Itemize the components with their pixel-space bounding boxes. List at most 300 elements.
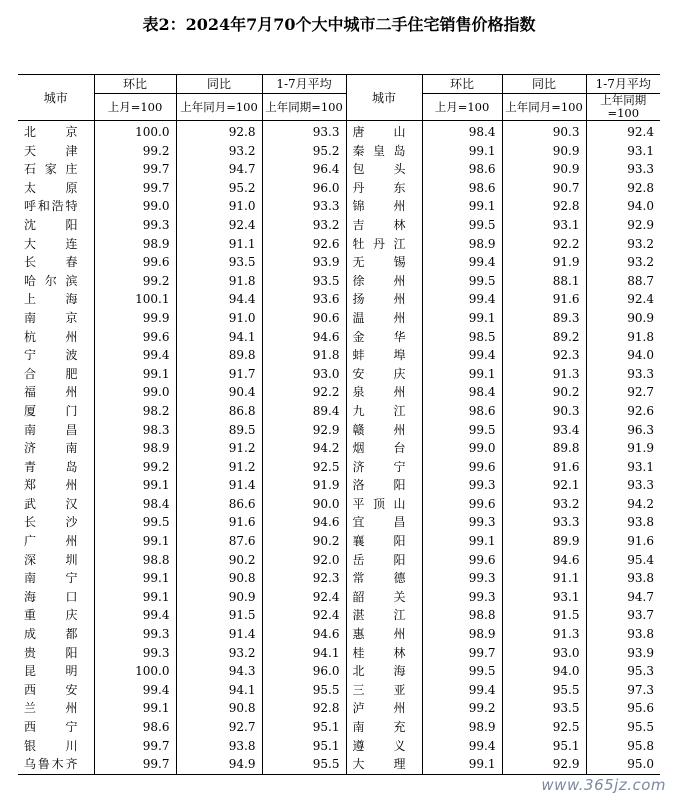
left-avg-value: 96.0 (262, 179, 346, 198)
right-avg-value: 93.9 (586, 644, 660, 663)
left-yoy-value: 91.7 (176, 365, 262, 384)
right-mom-value: 98.6 (422, 179, 502, 198)
left-avg-value: 95.5 (262, 681, 346, 700)
left-avg-value: 92.4 (262, 606, 346, 625)
left-city-name: 长春 (24, 255, 78, 270)
right-mom-value: 99.4 (422, 346, 502, 365)
table-row (18, 588, 660, 607)
avg-base-header-right: 上年同期=100 (586, 94, 660, 121)
left-mom-value: 99.4 (94, 681, 176, 700)
left-mom-value: 99.9 (94, 309, 176, 328)
right-avg-value: 93.3 (586, 160, 660, 179)
left-avg-value: 92.9 (262, 421, 346, 440)
left-mom-value: 99.7 (94, 755, 176, 774)
left-avg-value: 93.9 (262, 253, 346, 272)
left-city-name: 海口 (24, 589, 78, 604)
left-avg-value: 94.2 (262, 439, 346, 458)
left-city-name: 石家庄 (24, 162, 78, 177)
table-row (18, 253, 660, 272)
left-avg-value: 92.0 (262, 551, 346, 570)
right-yoy-value: 90.3 (502, 121, 586, 142)
left-mom-value: 99.0 (94, 383, 176, 402)
left-yoy-value: 86.6 (176, 495, 262, 514)
right-mom-value: 98.9 (422, 718, 502, 737)
left-city-name: 呼和浩特 (24, 199, 78, 214)
left-yoy-value: 94.7 (176, 160, 262, 179)
right-yoy-value: 90.7 (502, 179, 586, 198)
left-yoy-value: 90.8 (176, 699, 262, 718)
left-city-name: 杭州 (24, 329, 78, 344)
table-row (18, 272, 660, 291)
right-city-name: 九江 (346, 402, 422, 421)
left-yoy-value: 90.2 (176, 551, 262, 570)
left-avg-value: 92.2 (262, 383, 346, 402)
right-city-name: 岳阳 (346, 551, 422, 570)
right-yoy-value: 93.5 (502, 699, 586, 718)
table-row (18, 755, 660, 774)
left-city-name: 郑州 (24, 478, 78, 493)
left-avg-value: 95.2 (262, 142, 346, 161)
right-yoy-value: 92.2 (502, 235, 586, 254)
left-yoy-value: 93.8 (176, 737, 262, 756)
left-yoy-value: 93.2 (176, 644, 262, 663)
right-mom-value: 98.4 (422, 121, 502, 142)
left-avg-value: 92.3 (262, 569, 346, 588)
left-mom-value: 99.1 (94, 588, 176, 607)
left-city-name: 广州 (24, 534, 78, 549)
left-city-name: 深圳 (24, 552, 78, 567)
left-avg-value: 92.6 (262, 235, 346, 254)
table-row (18, 606, 660, 625)
right-city-name: 金华 (346, 328, 422, 347)
right-yoy-value: 92.1 (502, 476, 586, 495)
left-yoy-value: 87.6 (176, 532, 262, 551)
table-row (18, 662, 660, 681)
right-city-name: 遵义 (346, 737, 422, 756)
left-avg-value: 93.3 (262, 197, 346, 216)
left-mom-value: 100.0 (94, 662, 176, 681)
left-city-name: 宁波 (24, 348, 78, 363)
right-avg-value: 93.1 (586, 142, 660, 161)
table-row (18, 160, 660, 179)
city-column-header: 城市 (18, 75, 94, 121)
right-mom-value: 99.3 (422, 569, 502, 588)
yoy-base-header: 上年同月=100 (176, 94, 262, 121)
right-avg-value: 92.8 (586, 179, 660, 198)
left-avg-value: 93.2 (262, 216, 346, 235)
left-yoy-value: 90.9 (176, 588, 262, 607)
right-avg-value: 93.3 (586, 365, 660, 384)
left-mom-value: 99.0 (94, 197, 176, 216)
left-avg-value: 93.6 (262, 290, 346, 309)
watermark: www.365jz.com (541, 776, 666, 794)
left-city-name: 上海 (24, 292, 78, 307)
right-avg-value: 91.6 (586, 532, 660, 551)
left-avg-value: 92.8 (262, 699, 346, 718)
left-city-name: 厦门 (24, 403, 78, 418)
left-city-name: 重庆 (24, 608, 78, 623)
right-yoy-value: 92.8 (502, 197, 586, 216)
left-yoy-value: 91.2 (176, 458, 262, 477)
right-mom-value: 98.9 (422, 625, 502, 644)
left-city-name: 长沙 (24, 515, 78, 530)
right-yoy-value: 89.9 (502, 532, 586, 551)
left-yoy-value: 95.2 (176, 179, 262, 198)
city-column-header-right: 城市 (346, 75, 422, 121)
right-avg-value: 96.3 (586, 421, 660, 440)
right-avg-value: 95.3 (586, 662, 660, 681)
right-avg-value: 93.1 (586, 458, 660, 477)
right-yoy-value: 91.6 (502, 290, 586, 309)
header-row-2 (18, 94, 660, 121)
right-avg-value: 93.2 (586, 235, 660, 254)
left-mom-value: 99.1 (94, 532, 176, 551)
right-mom-value: 98.9 (422, 235, 502, 254)
right-city-name: 韶关 (346, 588, 422, 607)
left-city-name: 合肥 (24, 366, 78, 381)
left-mom-value: 99.1 (94, 365, 176, 384)
left-yoy-value: 89.5 (176, 421, 262, 440)
left-avg-value: 94.6 (262, 625, 346, 644)
right-city-name: 温州 (346, 309, 422, 328)
right-yoy-value: 91.1 (502, 569, 586, 588)
table-row (18, 216, 660, 235)
right-city-name: 洛阳 (346, 476, 422, 495)
left-mom-value: 98.4 (94, 495, 176, 514)
right-city-name: 唐山 (346, 121, 422, 142)
left-avg-value: 91.9 (262, 476, 346, 495)
right-avg-value: 91.8 (586, 328, 660, 347)
right-mom-value: 98.4 (422, 383, 502, 402)
table-row (18, 142, 660, 161)
left-mom-value: 99.3 (94, 625, 176, 644)
right-avg-value: 97.3 (586, 681, 660, 700)
table-row (18, 532, 660, 551)
left-city-name: 济南 (24, 441, 78, 456)
right-mom-value: 99.7 (422, 644, 502, 663)
right-yoy-value: 88.1 (502, 272, 586, 291)
left-yoy-value: 86.8 (176, 402, 262, 421)
left-mom-value: 98.8 (94, 551, 176, 570)
left-city-name: 福州 (24, 385, 78, 400)
table-row (18, 383, 660, 402)
table-row (18, 625, 660, 644)
right-city-name: 丹东 (346, 179, 422, 198)
price-index-table (18, 74, 660, 775)
left-mom-value: 99.4 (94, 346, 176, 365)
table-row (18, 513, 660, 532)
table-row (18, 346, 660, 365)
left-yoy-value: 94.4 (176, 290, 262, 309)
right-city-name: 吉林 (346, 216, 422, 235)
table-title: 表2：2024年7月70个大中城市二手住宅销售价格指数 (142, 15, 536, 34)
left-yoy-value: 93.2 (176, 142, 262, 161)
right-mom-value: 98.8 (422, 606, 502, 625)
mom-header-right: 环比 (422, 75, 502, 94)
left-yoy-value: 92.7 (176, 718, 262, 737)
right-yoy-value: 91.3 (502, 625, 586, 644)
right-yoy-value: 92.3 (502, 346, 586, 365)
right-yoy-value: 95.1 (502, 737, 586, 756)
right-avg-value: 92.6 (586, 402, 660, 421)
table-row (18, 402, 660, 421)
left-city-name: 太原 (24, 180, 78, 195)
right-avg-value: 93.8 (586, 513, 660, 532)
right-city-name: 锦州 (346, 197, 422, 216)
left-avg-value: 93.3 (262, 121, 346, 142)
right-mom-value: 99.1 (422, 197, 502, 216)
right-yoy-value: 93.2 (502, 495, 586, 514)
left-mom-value: 99.1 (94, 569, 176, 588)
right-city-name: 宜昌 (346, 513, 422, 532)
left-yoy-value: 91.6 (176, 513, 262, 532)
left-city-name: 沈阳 (24, 217, 78, 232)
right-mom-value: 98.5 (422, 328, 502, 347)
right-yoy-value: 89.8 (502, 439, 586, 458)
left-avg-value: 94.6 (262, 513, 346, 532)
left-mom-value: 99.5 (94, 513, 176, 532)
right-yoy-value: 90.3 (502, 402, 586, 421)
right-mom-value: 99.2 (422, 699, 502, 718)
right-avg-value: 95.0 (586, 755, 660, 774)
right-yoy-value: 92.9 (502, 755, 586, 774)
right-city-name: 惠州 (346, 625, 422, 644)
mom-header: 环比 (94, 75, 176, 94)
left-city-name: 兰州 (24, 701, 78, 716)
left-avg-value: 90.2 (262, 532, 346, 551)
left-yoy-value: 91.5 (176, 606, 262, 625)
right-avg-value: 95.4 (586, 551, 660, 570)
left-yoy-value: 91.8 (176, 272, 262, 291)
right-city-name: 扬州 (346, 290, 422, 309)
table-row (18, 179, 660, 198)
left-mom-value: 99.3 (94, 644, 176, 663)
left-mom-value: 100.1 (94, 290, 176, 309)
left-mom-value: 99.6 (94, 253, 176, 272)
table-row (18, 121, 660, 142)
left-yoy-value: 91.4 (176, 625, 262, 644)
right-yoy-value: 94.0 (502, 662, 586, 681)
left-mom-value: 99.4 (94, 606, 176, 625)
right-yoy-value: 91.9 (502, 253, 586, 272)
right-city-name: 湛江 (346, 606, 422, 625)
left-mom-value: 98.9 (94, 235, 176, 254)
right-yoy-value: 91.5 (502, 606, 586, 625)
left-avg-value: 95.1 (262, 737, 346, 756)
right-city-name: 北海 (346, 662, 422, 681)
left-yoy-value: 92.8 (176, 121, 262, 142)
left-yoy-value: 91.4 (176, 476, 262, 495)
left-avg-value: 90.6 (262, 309, 346, 328)
right-mom-value: 99.4 (422, 290, 502, 309)
left-yoy-value: 94.3 (176, 662, 262, 681)
left-city-name: 昆明 (24, 664, 78, 679)
right-yoy-value: 92.5 (502, 718, 586, 737)
table-row (18, 644, 660, 663)
left-mom-value: 99.1 (94, 699, 176, 718)
right-mom-value: 99.1 (422, 142, 502, 161)
right-avg-value: 88.7 (586, 272, 660, 291)
table-row (18, 197, 660, 216)
right-avg-value: 92.7 (586, 383, 660, 402)
right-avg-value: 95.5 (586, 718, 660, 737)
right-avg-value: 94.0 (586, 197, 660, 216)
right-mom-value: 99.1 (422, 309, 502, 328)
left-avg-value: 92.4 (262, 588, 346, 607)
left-city-name: 青岛 (24, 459, 78, 474)
table-row (18, 235, 660, 254)
right-yoy-value: 90.9 (502, 160, 586, 179)
right-mom-value: 99.5 (422, 662, 502, 681)
right-city-name: 平顶山 (346, 495, 422, 514)
right-yoy-value: 93.1 (502, 216, 586, 235)
right-city-name: 秦皇岛 (346, 142, 422, 161)
left-yoy-value: 94.9 (176, 755, 262, 774)
right-yoy-value: 95.5 (502, 681, 586, 700)
right-mom-value: 99.4 (422, 253, 502, 272)
left-mom-value: 98.2 (94, 402, 176, 421)
left-city-name: 南昌 (24, 422, 78, 437)
right-avg-value: 92.9 (586, 216, 660, 235)
left-mom-value: 99.7 (94, 160, 176, 179)
right-city-name: 牡丹江 (346, 235, 422, 254)
right-mom-value: 98.6 (422, 160, 502, 179)
right-yoy-value: 93.1 (502, 588, 586, 607)
avg-base-header: 上年同期=100 (262, 94, 346, 121)
right-avg-value: 93.3 (586, 476, 660, 495)
right-city-name: 泉州 (346, 383, 422, 402)
left-mom-value: 99.2 (94, 142, 176, 161)
left-yoy-value: 91.1 (176, 235, 262, 254)
table-row (18, 365, 660, 384)
left-city-name: 北京 (24, 125, 78, 139)
table-row (18, 718, 660, 737)
right-city-name: 烟台 (346, 439, 422, 458)
left-city-name: 武汉 (24, 496, 78, 511)
left-yoy-value: 94.1 (176, 328, 262, 347)
left-city-name: 天津 (24, 143, 78, 158)
left-avg-value: 93.5 (262, 272, 346, 291)
left-avg-value: 96.0 (262, 662, 346, 681)
table-row (18, 439, 660, 458)
right-city-name: 徐州 (346, 272, 422, 291)
right-avg-value: 90.9 (586, 309, 660, 328)
right-mom-value: 99.4 (422, 737, 502, 756)
left-avg-value: 92.5 (262, 458, 346, 477)
left-avg-value: 94.6 (262, 328, 346, 347)
right-mom-value: 99.4 (422, 681, 502, 700)
right-mom-value: 98.6 (422, 402, 502, 421)
right-mom-value: 99.0 (422, 439, 502, 458)
left-yoy-value: 90.8 (176, 569, 262, 588)
right-city-name: 大理 (346, 755, 422, 774)
right-city-name: 常德 (346, 569, 422, 588)
right-yoy-value: 89.3 (502, 309, 586, 328)
table-body (18, 121, 660, 775)
right-mom-value: 99.6 (422, 551, 502, 570)
yoy-base-header-right: 上年同月=100 (502, 94, 586, 121)
mom-base-header: 上月=100 (94, 94, 176, 121)
right-mom-value: 99.5 (422, 421, 502, 440)
right-city-name: 三亚 (346, 681, 422, 700)
right-city-name: 赣州 (346, 421, 422, 440)
right-mom-value: 99.3 (422, 588, 502, 607)
left-avg-value: 96.4 (262, 160, 346, 179)
left-yoy-value: 91.0 (176, 309, 262, 328)
right-city-name: 济宁 (346, 458, 422, 477)
left-mom-value: 98.6 (94, 718, 176, 737)
right-mom-value: 99.3 (422, 513, 502, 532)
right-avg-value: 91.9 (586, 439, 660, 458)
right-city-name: 安庆 (346, 365, 422, 384)
table-row (18, 476, 660, 495)
table-row (18, 309, 660, 328)
left-mom-value: 100.0 (94, 121, 176, 142)
left-city-name: 贵阳 (24, 645, 78, 660)
mom-base-header-right: 上月=100 (422, 94, 502, 121)
right-yoy-value: 93.3 (502, 513, 586, 532)
right-avg-value: 95.8 (586, 737, 660, 756)
left-city-name: 南宁 (24, 571, 78, 586)
right-avg-value: 94.0 (586, 346, 660, 365)
right-city-name: 襄阳 (346, 532, 422, 551)
right-mom-value: 99.5 (422, 216, 502, 235)
left-mom-value: 99.7 (94, 737, 176, 756)
left-avg-value: 94.1 (262, 644, 346, 663)
right-avg-value: 92.4 (586, 290, 660, 309)
right-city-name: 泸州 (346, 699, 422, 718)
left-yoy-value: 91.0 (176, 197, 262, 216)
right-avg-value: 93.7 (586, 606, 660, 625)
table-row (18, 551, 660, 570)
right-yoy-value: 91.3 (502, 365, 586, 384)
right-mom-value: 99.1 (422, 532, 502, 551)
right-city-name: 包头 (346, 160, 422, 179)
right-avg-value: 93.8 (586, 625, 660, 644)
right-mom-value: 99.1 (422, 755, 502, 774)
right-mom-value: 99.5 (422, 272, 502, 291)
right-city-name: 无锡 (346, 253, 422, 272)
right-avg-value: 94.7 (586, 588, 660, 607)
right-mom-value: 99.1 (422, 365, 502, 384)
left-mom-value: 98.3 (94, 421, 176, 440)
right-city-name: 蚌埠 (346, 346, 422, 365)
left-yoy-value: 93.5 (176, 253, 262, 272)
right-yoy-value: 94.6 (502, 551, 586, 570)
left-mom-value: 99.6 (94, 328, 176, 347)
table-row (18, 328, 660, 347)
right-yoy-value: 91.6 (502, 458, 586, 477)
right-avg-value: 92.4 (586, 121, 660, 142)
left-avg-value: 91.8 (262, 346, 346, 365)
right-yoy-value: 90.9 (502, 142, 586, 161)
left-avg-value: 90.0 (262, 495, 346, 514)
table-row (18, 699, 660, 718)
header-row-1 (18, 75, 660, 94)
avg-header: 1-7月平均 (262, 75, 346, 94)
table-row (18, 458, 660, 477)
left-yoy-value: 94.1 (176, 681, 262, 700)
table-row (18, 495, 660, 514)
left-yoy-value: 91.2 (176, 439, 262, 458)
right-mom-value: 99.3 (422, 476, 502, 495)
table-row (18, 421, 660, 440)
left-mom-value: 99.1 (94, 476, 176, 495)
left-city-name: 大连 (24, 236, 78, 251)
yoy-header-right: 同比 (502, 75, 586, 94)
left-mom-value: 99.7 (94, 179, 176, 198)
left-avg-value: 95.1 (262, 718, 346, 737)
